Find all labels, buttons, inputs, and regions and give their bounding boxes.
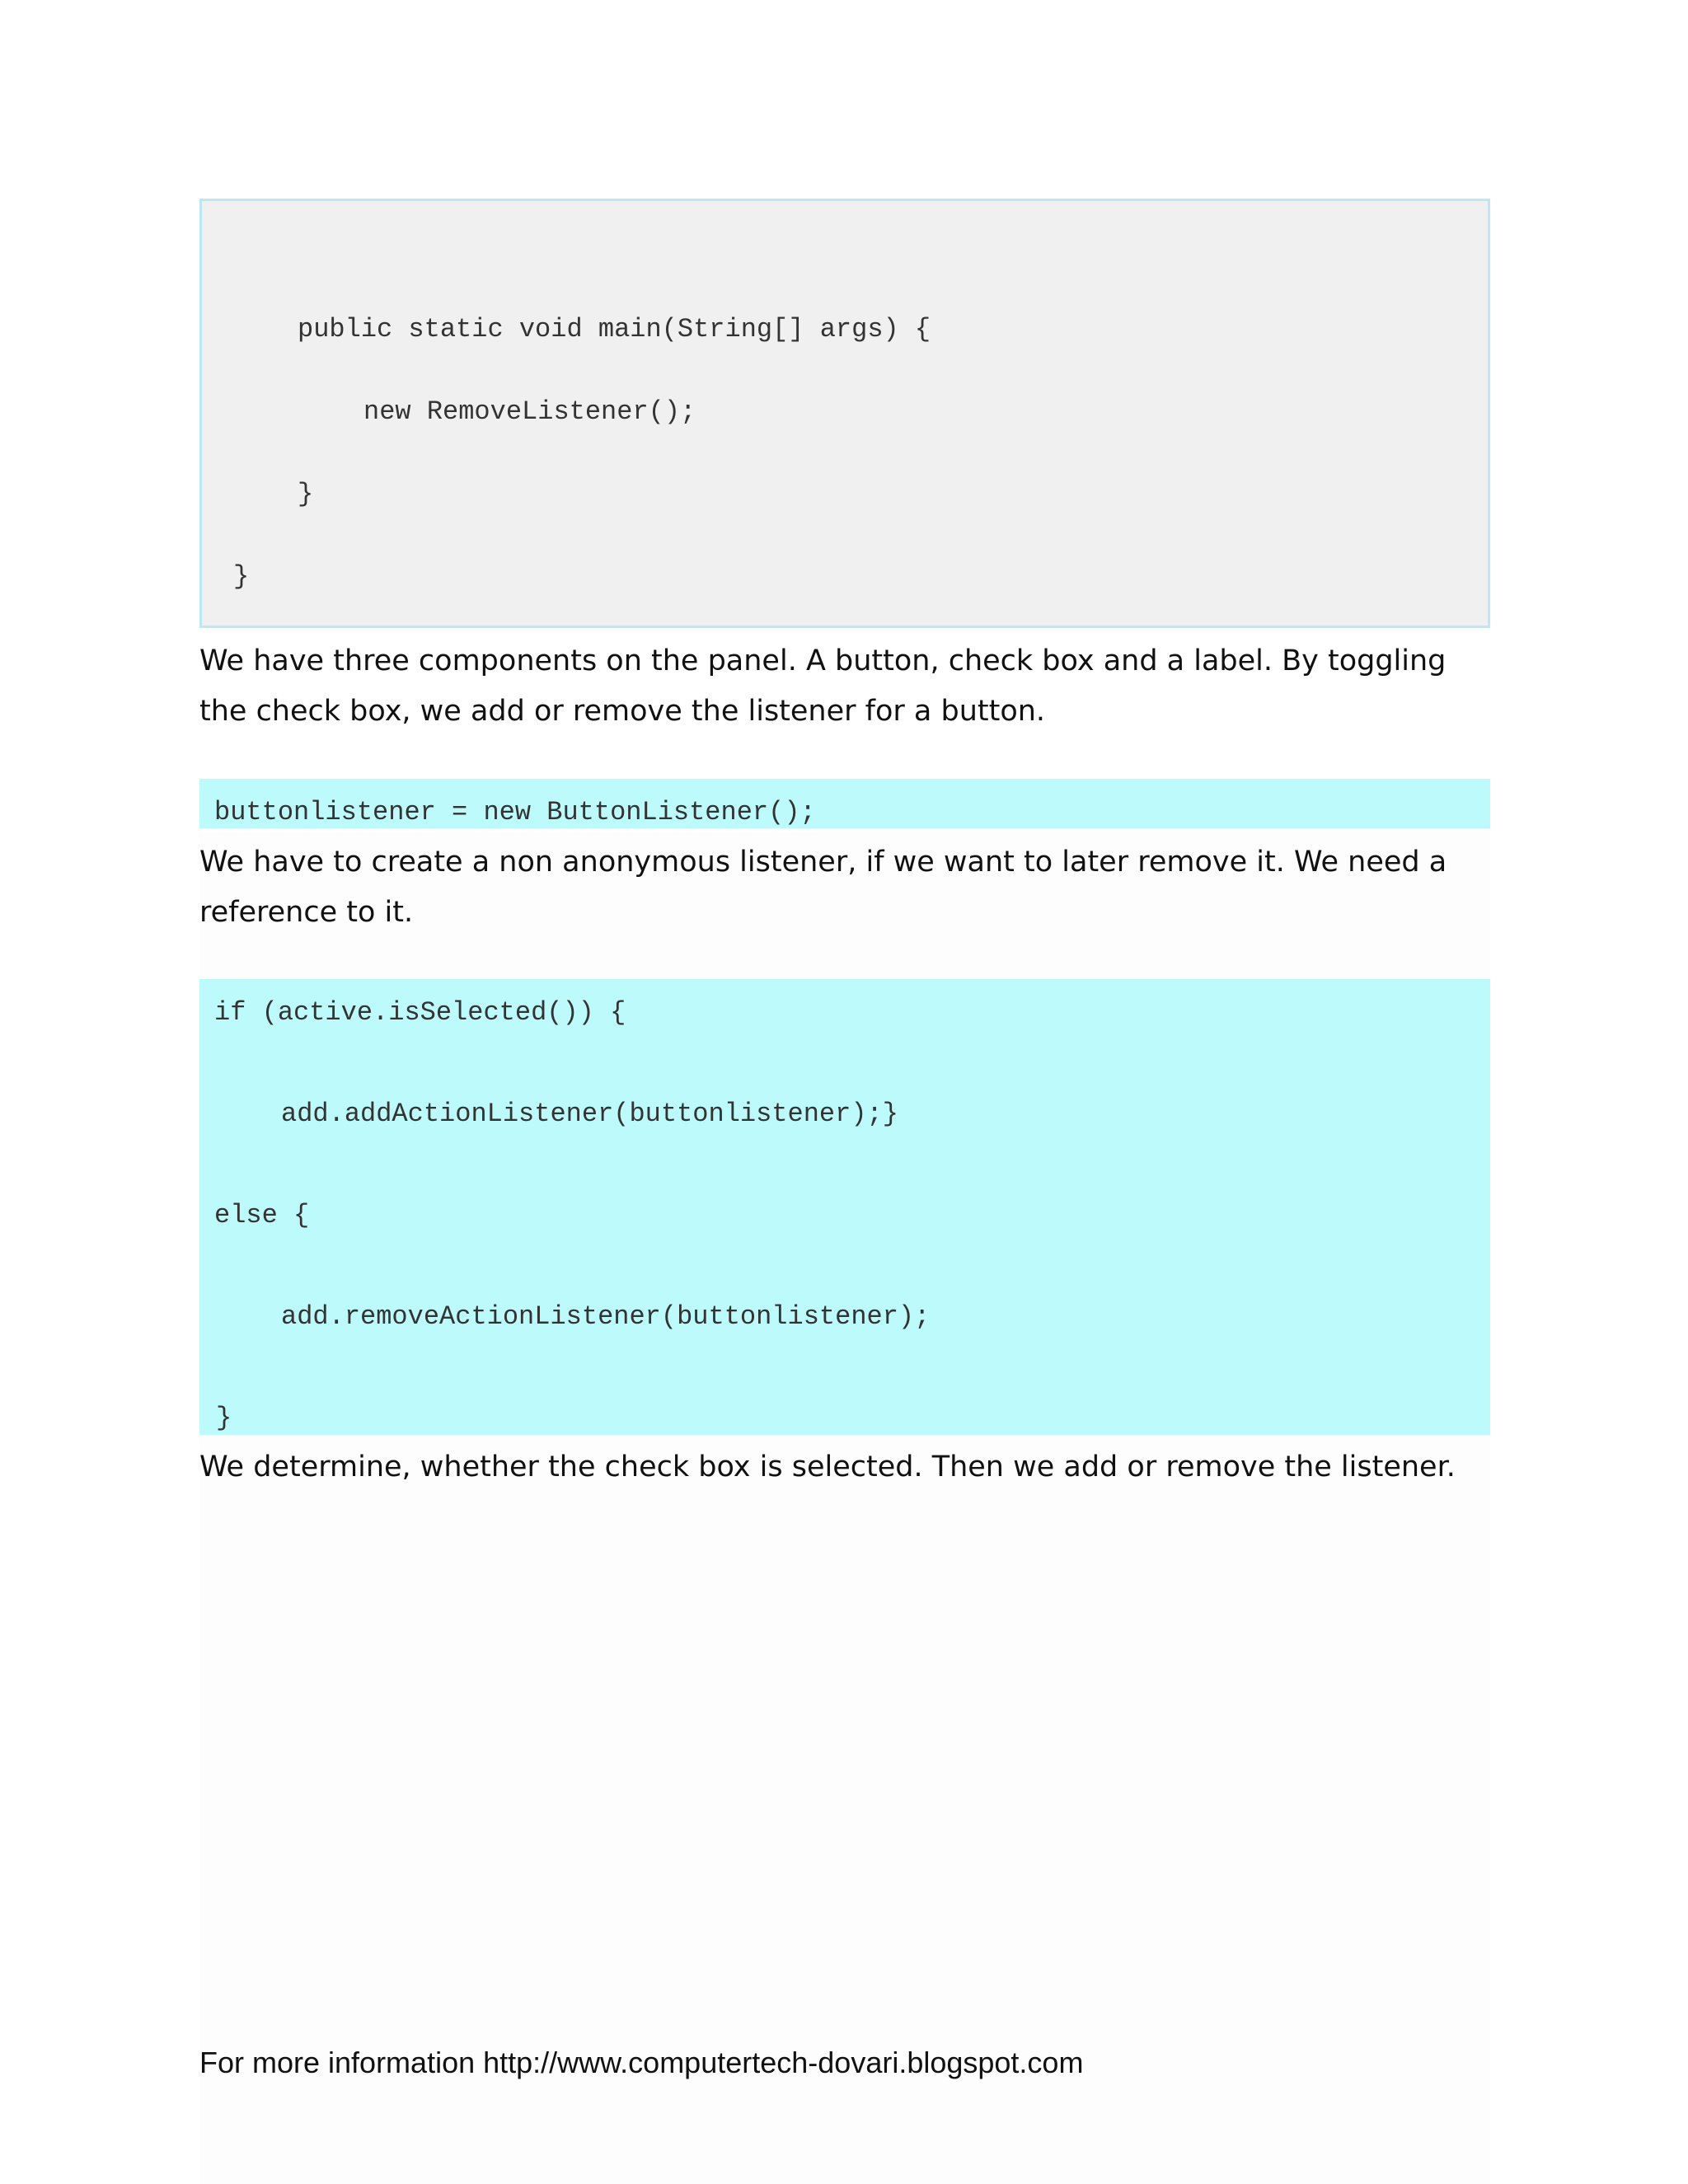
code-line: public static void main(String[] args) { xyxy=(298,314,931,344)
code-line: if (active.isSelected()) { xyxy=(214,997,626,1028)
paragraph-non-anonymous: We have to create a non anonymous listener, if we want to later remove it. We need a reference to it. xyxy=(199,846,1447,929)
paragraph-components: We have three components on the panel. A button, check box and a label. By toggling the check box, we add or remove the listener for a button. xyxy=(199,644,1447,728)
code-line: new RemoveListener(); xyxy=(363,396,696,427)
code-block-if-selected xyxy=(199,979,1490,1435)
code-line: else { xyxy=(214,1200,310,1230)
footer-info: For more information http://www.computertech-dovari.blogspot.com xyxy=(199,2046,1084,2079)
code-line: } xyxy=(216,1403,232,1433)
code-line: add.removeActionListener(buttonlistener); xyxy=(281,1301,931,1332)
code-line: } xyxy=(233,561,250,592)
paragraph-determine: We determine, whether the check box is selected. Then we add or remove the listener. xyxy=(199,1451,1456,1483)
code-line: } xyxy=(298,479,314,509)
code-line: add.addActionListener(buttonlistener);} xyxy=(281,1099,898,1129)
code-line: buttonlistener = new ButtonListener(); xyxy=(214,797,816,827)
